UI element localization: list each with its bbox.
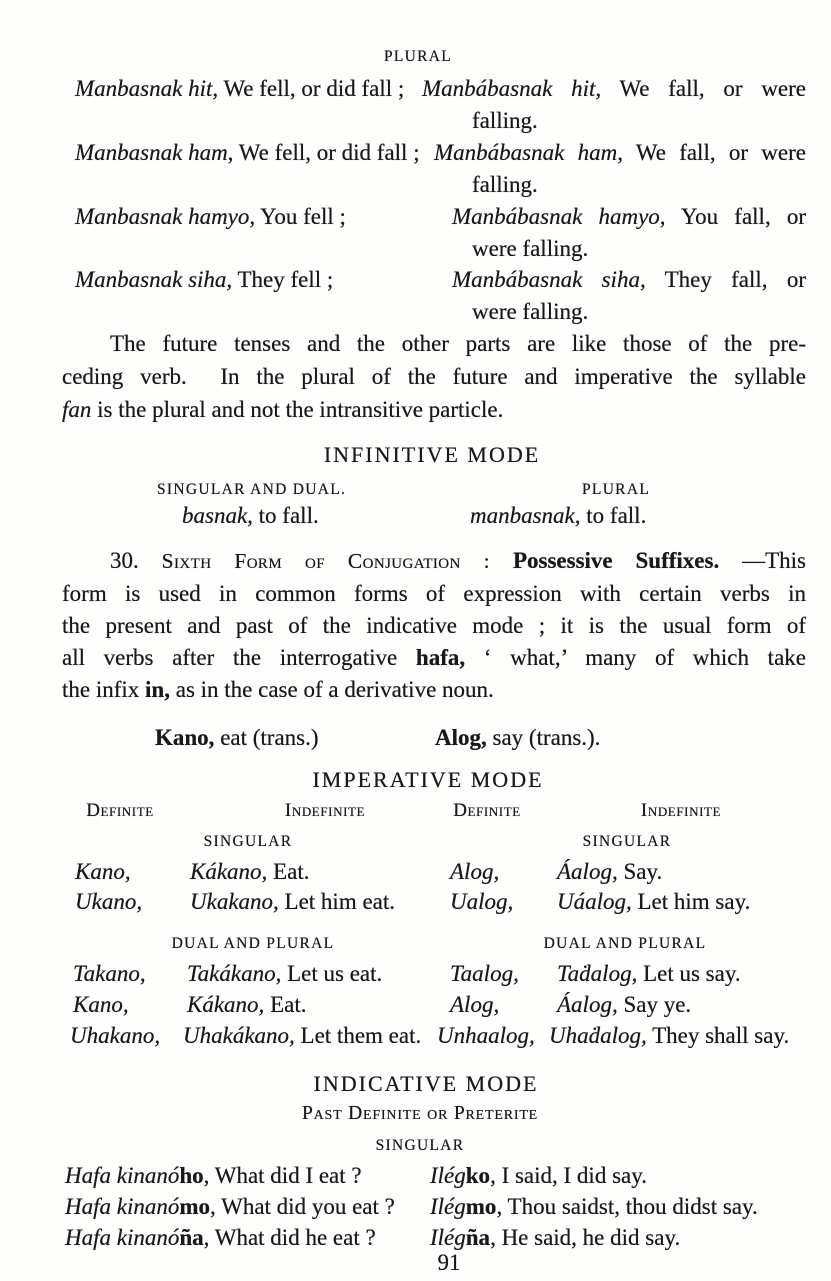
- chamorro-term: basnak,: [182, 503, 253, 528]
- table-cell-definite: Ukano,: [75, 889, 143, 914]
- table-cell-definite: Takano,: [73, 961, 146, 986]
- chamorro-term: Áalog,: [557, 992, 618, 1017]
- chamorro-term: Manbábasnak hamyo,: [452, 204, 666, 229]
- gloss: Let him say.: [631, 889, 751, 914]
- column-header-definite-1: Definite: [86, 800, 154, 821]
- chamorro-term: Hafa kinanó: [65, 1225, 180, 1250]
- body-text: all verbs after the interrogative: [62, 645, 416, 670]
- paragraph-future-line-3: [62, 396, 503, 425]
- table-cell-definite: Ualog,: [450, 889, 514, 914]
- plural-label: PLURAL: [582, 481, 651, 498]
- section-30-line-2: form is used in common forms of expression with certain verbs in: [62, 581, 806, 606]
- body-text: as in the case of a derivative noun.: [169, 677, 494, 702]
- gloss: Let us eat.: [281, 961, 383, 986]
- preterite-row-1-left: [65, 1162, 362, 1191]
- paradigm-row-4-right: [452, 266, 806, 295]
- paradigm-row-4-left: [75, 266, 333, 295]
- table-cell-definite: Alog,: [450, 992, 500, 1017]
- paradigm-row-2-right: [434, 139, 806, 168]
- chamorro-term: Manbasnak hamyo,: [75, 204, 256, 229]
- chamorro-term: Hafa kinanó: [65, 1163, 180, 1188]
- gloss: is the plural and not the intransitive particle.: [91, 397, 504, 422]
- chamorro-term: Manbábasnak siha,: [452, 267, 646, 292]
- chamorro-term: Uhakákano,: [183, 1023, 295, 1048]
- chamorro-term: Manbábasnak ham,: [434, 140, 623, 165]
- preterite-row-1-right: [430, 1162, 647, 1191]
- table-cell-indefinite: [557, 888, 750, 917]
- chamorro-term: manbasnak,: [470, 503, 581, 528]
- paradigm-row-3-right: [452, 203, 806, 232]
- gloss: You fall, or: [665, 204, 807, 229]
- preterite-row-2-right: [430, 1193, 758, 1222]
- chamorro-term: Ilég: [430, 1225, 466, 1250]
- section-number: 30.: [110, 548, 139, 573]
- gloss: Eat.: [264, 992, 307, 1017]
- table-cell-indefinite: [549, 1022, 789, 1051]
- verb-kano-entry: [155, 724, 319, 753]
- singular-subheader: SINGULAR: [375, 1137, 465, 1154]
- paradigm-row-3-continuation: were falling.: [472, 236, 589, 261]
- table-cell-definite: Alog,: [450, 859, 500, 884]
- gloss: Let him eat.: [278, 889, 396, 914]
- paragraph-future-line-2: ceding verb. In the plural of the future and imperative the syllable: [62, 364, 806, 389]
- column-header-indefinite-1: Indefinite: [284, 800, 366, 821]
- suffix-bold: ko: [465, 1163, 491, 1188]
- dual-plural-subheader-right: DUAL AND PLURAL: [543, 935, 707, 952]
- table-cell-definite: Taalog,: [450, 961, 519, 986]
- paradigm-row-2-continuation: falling.: [472, 172, 538, 197]
- gloss: You fell ;: [255, 204, 346, 229]
- gloss: We fall, or were: [601, 76, 806, 101]
- column-header-indefinite-2: Indefinite: [640, 800, 722, 821]
- chamorro-term: Ilég: [430, 1163, 466, 1188]
- gloss: to fall.: [252, 503, 319, 528]
- gloss: , He said, he did say.: [490, 1225, 681, 1250]
- suffix-bold: mo: [179, 1194, 211, 1219]
- chamorro-term: Manbasnak ham,: [75, 140, 234, 165]
- gloss: Eat.: [267, 859, 310, 884]
- gloss: Say ye.: [617, 992, 692, 1017]
- chamorro-term: Ilég: [430, 1194, 466, 1219]
- chamorro-term: Taḋalog,: [557, 961, 638, 986]
- chamorro-term: Takákano,: [187, 961, 282, 986]
- chamorro-term: Kákano,: [190, 859, 268, 884]
- singular-subheader-left: SINGULAR: [203, 833, 293, 850]
- chamorro-term: Uhaḋalog,: [549, 1023, 647, 1048]
- chamorro-term: Manbasnak siha,: [75, 267, 233, 292]
- chamorro-term: Kákano,: [187, 992, 265, 1017]
- table-cell-indefinite: [557, 960, 741, 989]
- section-30-line-1: [110, 547, 806, 576]
- suffix-bold: ho: [179, 1163, 204, 1188]
- infinitive-left-entry: [182, 502, 319, 531]
- chamorro-term: Manbasnak hit,: [75, 76, 219, 101]
- gloss: Let them eat.: [294, 1023, 422, 1048]
- chamorro-term-bold: Kano,: [155, 725, 215, 750]
- suffix-bold: ña: [179, 1225, 204, 1250]
- gloss: , What did he eat ?: [203, 1225, 376, 1250]
- suffix-bold: mo: [465, 1194, 497, 1219]
- table-cell-indefinite: [187, 991, 306, 1020]
- suffix-bold: ña: [465, 1225, 491, 1250]
- indicative-mode-heading: INDICATIVE MODE: [313, 1071, 539, 1096]
- gloss: Say.: [617, 859, 663, 884]
- gloss: , I said, I did say.: [490, 1163, 647, 1188]
- table-cell-indefinite: [557, 858, 662, 887]
- chamorro-term: Ukakano,: [190, 889, 279, 914]
- chamorro-term: fan: [62, 397, 92, 422]
- paradigm-row-1-right: [422, 75, 806, 104]
- column-header-definite-2: Definite: [453, 800, 521, 821]
- table-cell-indefinite: [190, 888, 395, 917]
- paradigm-row-2-left: [75, 139, 420, 168]
- gloss: We fell, or did fall ;: [218, 76, 405, 101]
- infinitive-right-entry: [470, 502, 646, 531]
- singular-and-dual-label: SINGULAR AND DUAL.: [157, 481, 347, 498]
- gloss: to fall.: [580, 503, 647, 528]
- chamorro-term: Uáalog,: [557, 889, 632, 914]
- infinitive-mode-heading: INFINITIVE MODE: [323, 442, 541, 467]
- plural-heading: PLURAL: [383, 48, 453, 65]
- gloss: They shall say.: [646, 1023, 790, 1048]
- body-text: ‘ what,’ many of which take: [465, 645, 806, 670]
- table-cell-indefinite: [190, 858, 309, 887]
- paradigm-row-4-continuation: were falling.: [472, 299, 589, 324]
- imperative-mode-heading: IMPERATIVE MODE: [312, 767, 544, 792]
- chamorro-term-bold: in,: [145, 677, 170, 702]
- preterite-row-2-left: [65, 1193, 395, 1222]
- page-number: 91: [437, 1250, 461, 1275]
- table-cell-indefinite: [187, 960, 382, 989]
- table-cell-definite: Uhakano,: [70, 1023, 161, 1048]
- table-cell-indefinite: [557, 991, 691, 1020]
- section-30-line-4: [62, 644, 806, 673]
- gloss: We fall, or were: [622, 140, 806, 165]
- section-30-line-3: the present and past of the indicative mode ; it is the usual form of: [62, 613, 806, 638]
- paradigm-row-1-left: [75, 75, 404, 104]
- table-cell-definite: Kano,: [75, 859, 131, 884]
- chamorro-term-bold: hafa,: [415, 645, 466, 670]
- gloss: say (trans.).: [486, 725, 601, 750]
- singular-subheader-right: SINGULAR: [582, 833, 672, 850]
- gloss: We fell, or did fall ;: [233, 140, 420, 165]
- chamorro-term: Manbábasnak hit,: [422, 76, 602, 101]
- verb-alog-entry: [435, 724, 600, 753]
- gloss: They fall, or: [645, 267, 806, 292]
- gloss: , Thou saidst, thou didst say.: [496, 1194, 758, 1219]
- preterite-row-3-right: [430, 1224, 680, 1253]
- section-title: Sixth Form of Conjugation :: [138, 549, 513, 573]
- chamorro-term: Hafa kinanó: [65, 1194, 180, 1219]
- table-cell-definite: Unhaalog,: [437, 1023, 535, 1048]
- gloss: Let us say.: [637, 961, 741, 986]
- table-cell-indefinite: [183, 1022, 421, 1051]
- preterite-row-3-left: [65, 1224, 376, 1253]
- gloss: eat (trans.): [214, 725, 319, 750]
- paradigm-row-3-left: [75, 203, 346, 232]
- table-cell-definite: Kano,: [73, 992, 129, 1017]
- section-subject: Possessive Suffixes.: [512, 548, 720, 573]
- dual-plural-subheader-left: DUAL AND PLURAL: [171, 935, 335, 952]
- body-text: the infix: [62, 677, 146, 702]
- section-30-line-5: [62, 676, 494, 705]
- gloss: , What did I eat ?: [203, 1163, 362, 1188]
- gloss: , What did you eat ?: [210, 1194, 395, 1219]
- paragraph-future-line-1: The future tenses and the other parts are like those of the pre-: [110, 331, 806, 356]
- chamorro-term: Áalog,: [557, 859, 618, 884]
- paradigm-row-1-continuation: falling.: [472, 108, 538, 133]
- gloss: They fell ;: [232, 267, 334, 292]
- past-definite-subheading: Past Definite or Preterite: [301, 1103, 539, 1124]
- chamorro-term-bold: Alog,: [435, 725, 487, 750]
- body-text: —This: [719, 548, 806, 573]
